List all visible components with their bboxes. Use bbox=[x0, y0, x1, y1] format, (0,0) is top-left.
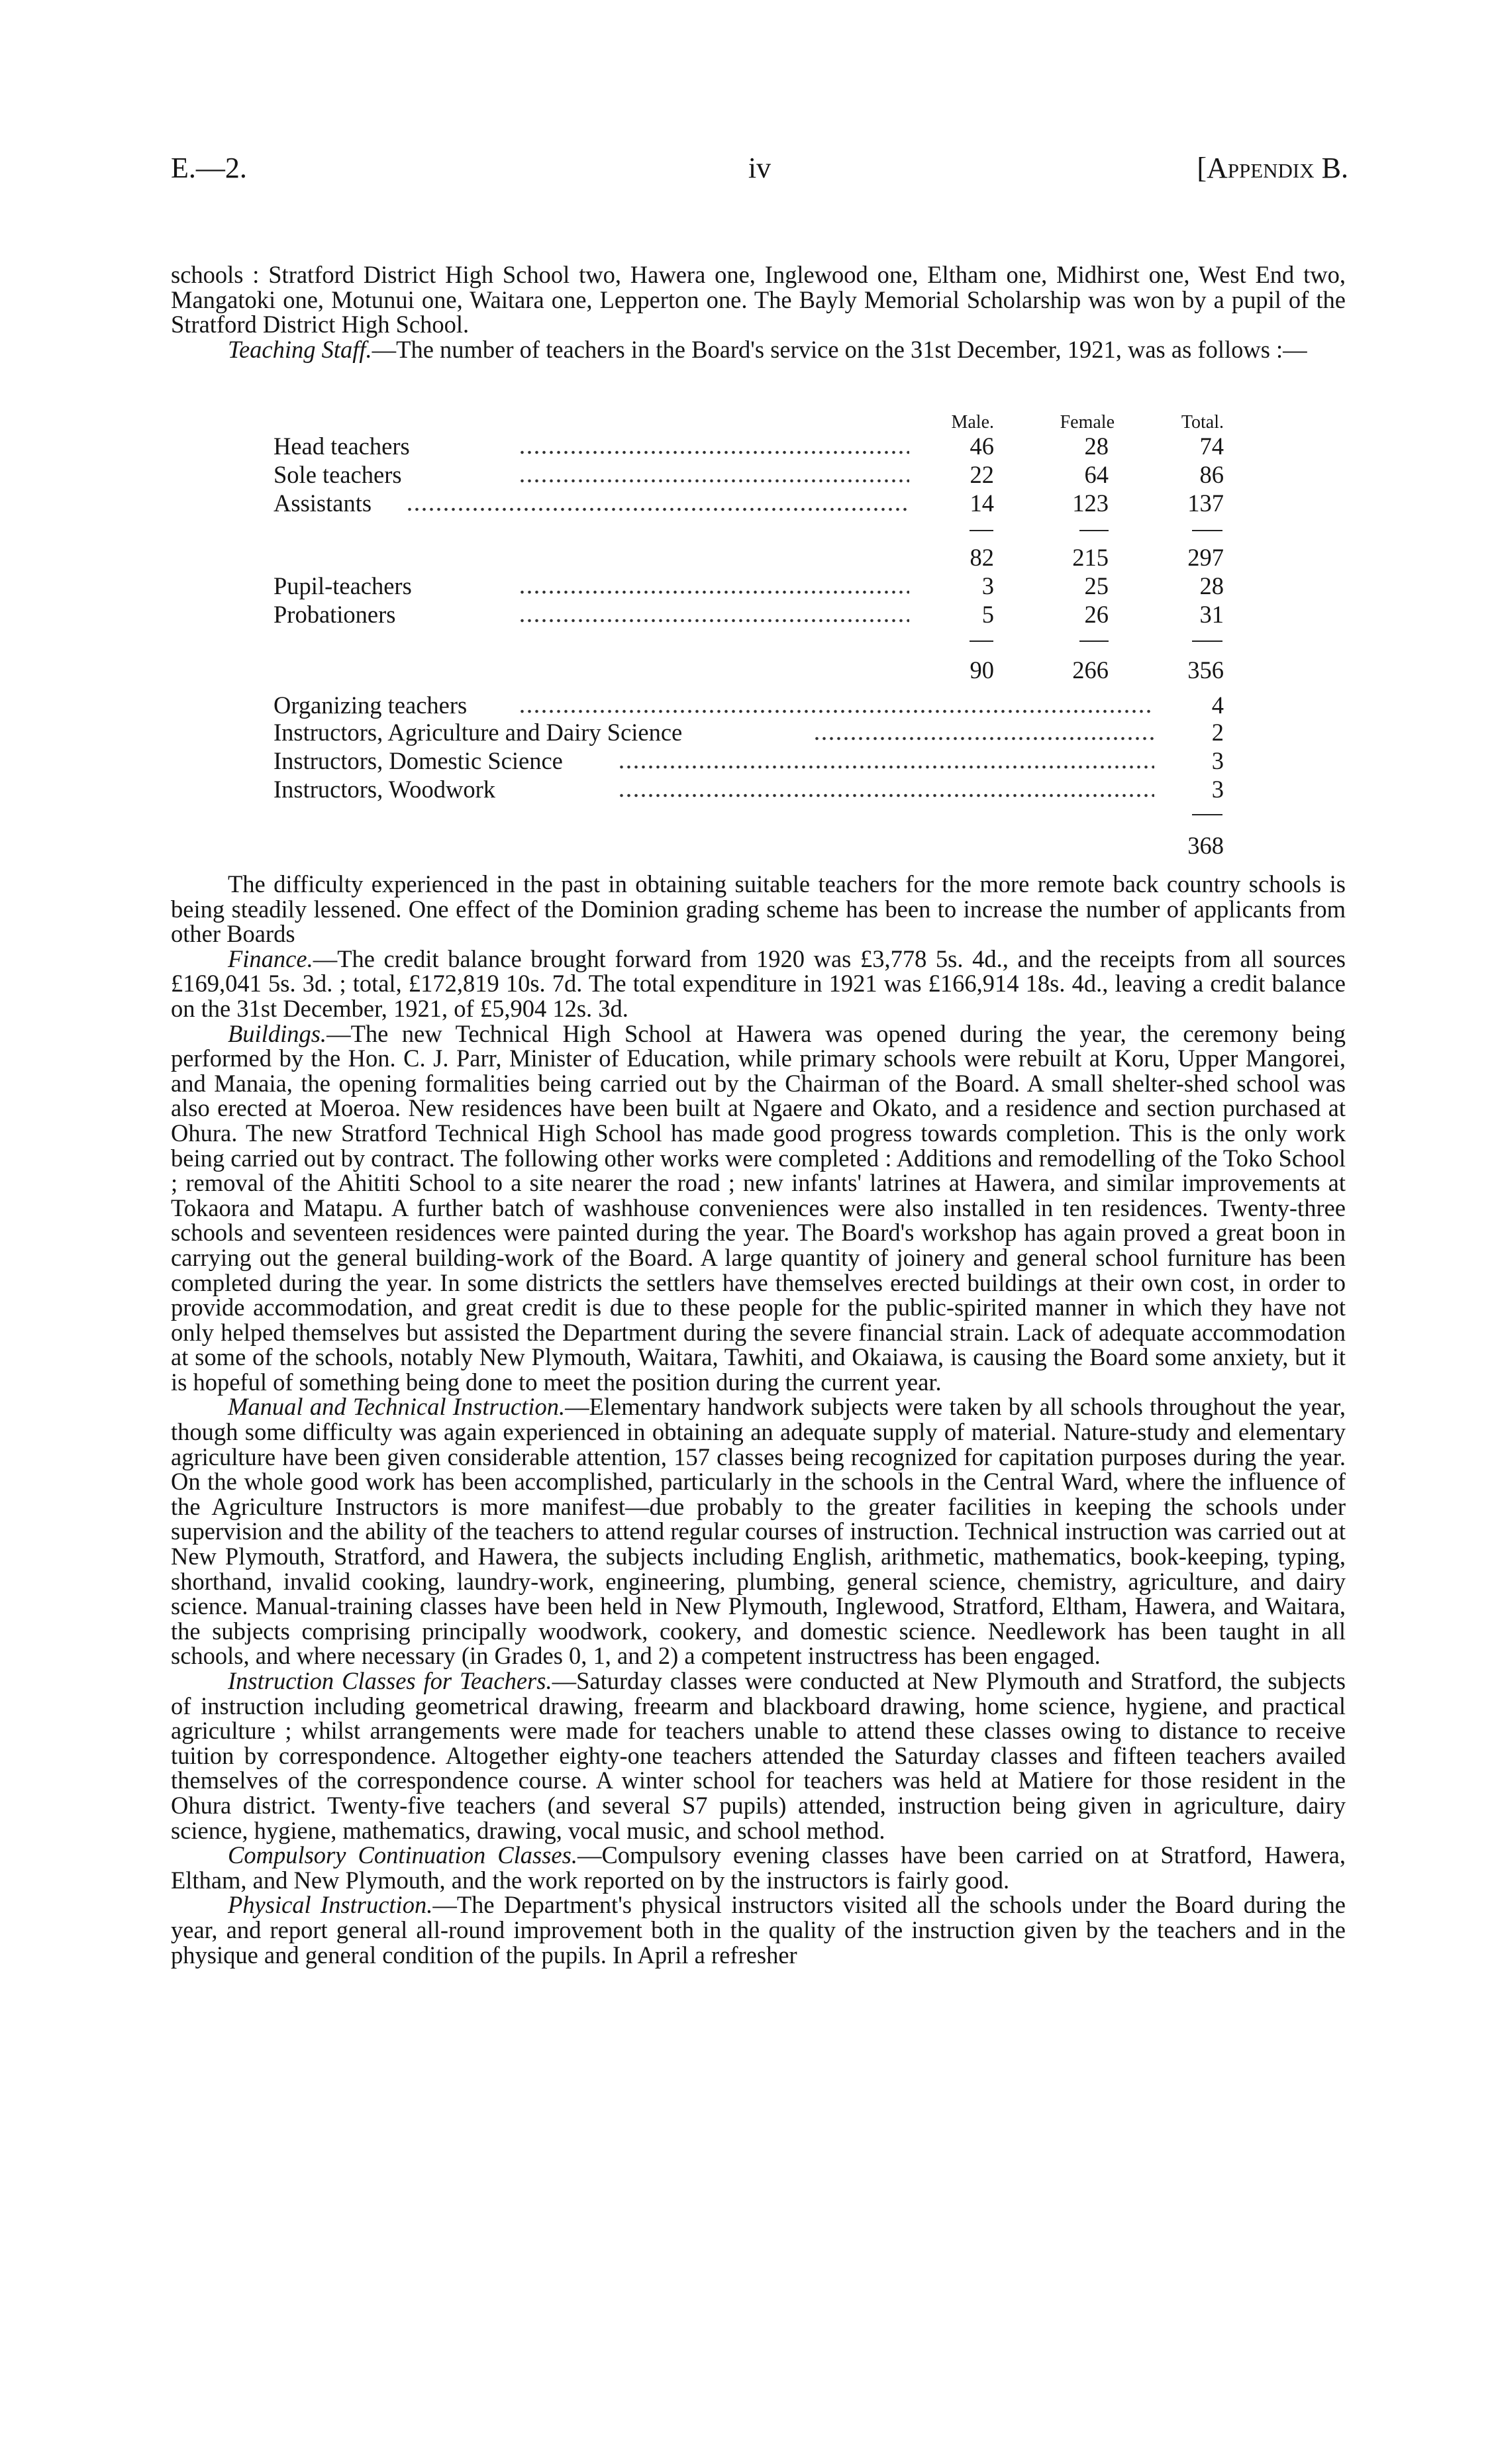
paragraph-text: —The Department's physical instructors visited all the schools under the Board during the year, and report general all-round improvement both in the quality of the instruction given by the teachers and in the physique and general condition of the pupils. In April a refresher bbox=[171, 1891, 1346, 1969]
column-header-total: Total. bbox=[1181, 412, 1224, 433]
row-label: Sole teachers bbox=[274, 461, 402, 488]
table-row bbox=[274, 691, 1227, 719]
paragraph-text: schools : Stratford District High School two, Hawera one, Inglewood one, Eltham one, Midhirst one, West End two, Mangatoki one, Motunui one, Waitara one, Lepperton one. The Bayly Memorial Scholarship was won by a pupil of the Stratford District High School. bbox=[171, 261, 1346, 338]
cell-female: 28 bbox=[1084, 433, 1109, 460]
row-label: Instructors, Woodwork bbox=[274, 776, 495, 803]
appendix-label: [Appendix B. bbox=[1197, 152, 1348, 184]
sum-rule bbox=[1192, 641, 1222, 642]
paragraph-lead: Compulsory Continuation Classes. bbox=[228, 1841, 577, 1869]
row-label: Organizing teachers bbox=[274, 692, 468, 719]
table-row bbox=[274, 460, 1227, 488]
paragraph-lead: Finance. bbox=[228, 945, 313, 972]
row-label: Probationers bbox=[274, 601, 396, 628]
paragraph-lead: Instruction Classes for Teachers. bbox=[228, 1667, 552, 1694]
cell-total: 86 bbox=[1199, 461, 1224, 488]
cell-male: 46 bbox=[970, 433, 994, 460]
paragraph-continuation-classes bbox=[171, 1843, 1346, 1892]
paragraph-text: —The number of teachers in the Board's service on the 31st December, 1921, was as follows :— bbox=[372, 335, 1307, 363]
dot-leader bbox=[519, 479, 909, 483]
dot-leader bbox=[519, 709, 1154, 713]
paragraph-text: —Elementary handwork subjects were taken by all schools throughout the year, though some difficulty was again experienced in obtaining an adequate supply of material. Nature-study and elementary agriculture have been given considerable attention, 157 classes being recognized for capitation purposes during the year. On the whole good work has been accomplished, particularly in the schools in the Central Ward, where the influence of the Agriculture Instructors is more manifest—due probably to the greater facilities in keeping the schools under supervision and the ability of the teachers to attend regular courses of instruction. Technical instruction was carried out at New Plymouth, Stratford, and Hawera, the subjects including English, arithmetic, mathematics, book-keeping, typing, shorthand, invalid cooking, laundry-work, engineering, plumbing, general science, chemistry, agriculture, and dairy science. Manual-training classes have been held in New Plymouth, Inglewood, Stratford, Eltham, Hawera, and Waitara, the subjects comprising principally woodwork, cookery, and domestic science. Needlework has been taught in all schools, and where necessary (in Grades 0, 1, and 2) a competent instructress has been engaged. bbox=[171, 1393, 1346, 1670]
document-code: E.—2. bbox=[171, 152, 247, 184]
body-text-top bbox=[171, 262, 1346, 362]
row-label: Assistants bbox=[274, 489, 372, 517]
cell-male: 22 bbox=[970, 461, 994, 488]
cell-total: 74 bbox=[1199, 433, 1224, 460]
cell-male: 3 bbox=[981, 572, 994, 599]
subtotal-male: 82 bbox=[970, 544, 994, 571]
table-row bbox=[274, 489, 1227, 517]
subtotal-row bbox=[274, 656, 1227, 684]
grand-total: 368 bbox=[1187, 832, 1224, 859]
row-label: Head teachers bbox=[274, 433, 410, 460]
subtotal-female: 215 bbox=[1072, 544, 1109, 571]
paragraph bbox=[171, 872, 1346, 947]
cell-male: 5 bbox=[981, 601, 994, 628]
table-row bbox=[274, 432, 1227, 460]
cell-female: 64 bbox=[1084, 461, 1109, 488]
paragraph-instruction-classes bbox=[171, 1668, 1346, 1843]
column-header-female: Female bbox=[1060, 412, 1115, 433]
dot-leader bbox=[519, 450, 909, 454]
sum-rule bbox=[1079, 530, 1109, 531]
cell-total: 3 bbox=[1211, 776, 1224, 803]
row-label: Pupil-teachers bbox=[274, 572, 412, 599]
sum-rule bbox=[970, 641, 993, 642]
cell-male: 14 bbox=[970, 489, 994, 517]
page-header bbox=[171, 151, 1348, 191]
table-row bbox=[274, 572, 1227, 599]
paragraph-teaching-staff bbox=[171, 337, 1346, 362]
body-text-bottom bbox=[171, 872, 1346, 1967]
cell-female: 123 bbox=[1072, 489, 1109, 517]
table-row bbox=[274, 600, 1227, 628]
paragraph-lead: Manual and Technical Instruction. bbox=[228, 1393, 566, 1421]
row-label: Instructors, Domestic Science bbox=[274, 747, 563, 774]
paragraph-text: —The new Technical High School at Hawera was opened during the year, the ceremony being performed by the Hon. C. J. Parr, Minister of Education, while primary schools were rebuilt at Koru, Upper Mangorei, and Manaia, the opening formalities being carried out by the Chairman of the Board. A small shelter-shed school was also erected at Moeroa. New residences have been built at Ngaere and Okato, and a residence and section purchased at Ohura. The new Stratford Technical High School has made good progress towards completion. This is the only work being carried out by contract. The following other works were completed : Additions and remodelling of the Toko School ; removal of the Ahititi School to a site nearer the road ; new infants' latrines at Hawera, and similar improvements at Tokaora and Matapu. A further batch of washhouse conveniences were also installed in ten residences. Twenty-three schools and seventeen residences were painted during the year. The Board's workshop has again proved a great boon in carrying out the general building-work of the Board. A large quantity of joinery and general school furniture has been completed during the year. In some districts the settlers have themselves erected buildings at their own cost, in order to provide accommodation, and great credit is due to these people for the public-spirited manner in which they have not only helped themselves but assisted the Department during the severe financial strain. Lack of adequate accommodation at some of the schools, notably New Plymouth, Waitara, Tawhiti, and Okaiawa, is causing the Board some anxiety, but it is hopeful of something being done to meet the position during the current year. bbox=[171, 1019, 1346, 1396]
table-row bbox=[274, 746, 1227, 774]
paragraph-lead: Buildings. bbox=[228, 1019, 327, 1047]
subtotal-total: 297 bbox=[1187, 544, 1224, 571]
subtotal-row bbox=[274, 543, 1227, 571]
dot-leader bbox=[618, 794, 1154, 797]
dot-leader bbox=[406, 507, 909, 511]
cell-total: 31 bbox=[1199, 601, 1224, 628]
paragraph-lead: Physical Instruction. bbox=[228, 1891, 433, 1919]
subtotal-total: 356 bbox=[1187, 656, 1224, 684]
table-row bbox=[274, 775, 1227, 803]
paragraph-text: The difficulty experienced in the past in obtaining suitable teachers for the more remote back country schools is being steadily lessened. One effect of the Dominion grading scheme has been to increase the number of applicants from other Boards bbox=[171, 870, 1346, 948]
paragraph-manual-technical bbox=[171, 1394, 1346, 1668]
paragraph-text: —The credit balance brought forward from 1920 was £3,778 5s. 4d., and the receipts from all sources £169,041 5s. 3d. ; total, £172,819 10s. 7d. The total expenditure in 1921 was £166,914 18s. 4d., leaving a credit balance on the 31st December, 1921, of £5,904 12s. 3d. bbox=[171, 945, 1346, 1022]
sum-rule bbox=[1192, 814, 1222, 815]
cell-total: 137 bbox=[1187, 489, 1224, 517]
paragraph-text: —Saturday classes were conducted at New Plymouth and Stratford, the subjects of instruction including geometrical drawing, freearm and blackboard drawing, home science, hygiene, and practical agriculture ; whilst arrangements were made for teachers unable to attend these classes owing to distance to receive tuition by correspondence. Altogether eighty-one teachers attended the Saturday classes and fifteen teachers availed themselves of the correspondence course. A winter school for teachers was held at Matiere for those resident in the Ohura district. Twenty-five teachers (and several S7 pupils) attended, instruction being given in agriculture, dairy science, hygiene, mathematics, drawing, vocal music, and school method. bbox=[171, 1667, 1346, 1844]
cell-total: 2 bbox=[1211, 719, 1224, 746]
cell-total: 4 bbox=[1211, 692, 1224, 719]
paragraph-lead: Teaching Staff. bbox=[228, 335, 372, 363]
sum-rule bbox=[970, 530, 993, 531]
row-label: Instructors, Agriculture and Dairy Science bbox=[274, 719, 683, 746]
paragraph bbox=[171, 262, 1346, 337]
dot-leader bbox=[519, 590, 909, 594]
sum-rule bbox=[1192, 530, 1222, 531]
sum-rule bbox=[1079, 641, 1109, 642]
cell-total: 3 bbox=[1211, 747, 1224, 774]
table-row bbox=[274, 718, 1227, 746]
column-header-male: Male. bbox=[951, 412, 994, 433]
paragraph-text: —Compulsory evening classes have been carried on at Stratford, Hawera, Eltham, and New Plymouth, and the work reported on by the instructors is fairly good. bbox=[171, 1841, 1346, 1894]
subtotal-male: 90 bbox=[970, 656, 994, 684]
dot-leader bbox=[813, 737, 1154, 741]
dot-leader bbox=[519, 619, 909, 623]
grand-total-row bbox=[274, 831, 1227, 859]
paragraph-physical-instruction bbox=[171, 1892, 1346, 1967]
paragraph-finance bbox=[171, 947, 1346, 1021]
paragraph-buildings bbox=[171, 1021, 1346, 1395]
dot-leader bbox=[618, 765, 1154, 769]
cell-total: 28 bbox=[1199, 572, 1224, 599]
subtotal-female: 266 bbox=[1072, 656, 1109, 684]
page-number: iv bbox=[748, 152, 772, 184]
cell-female: 26 bbox=[1084, 601, 1109, 628]
cell-female: 25 bbox=[1084, 572, 1109, 599]
